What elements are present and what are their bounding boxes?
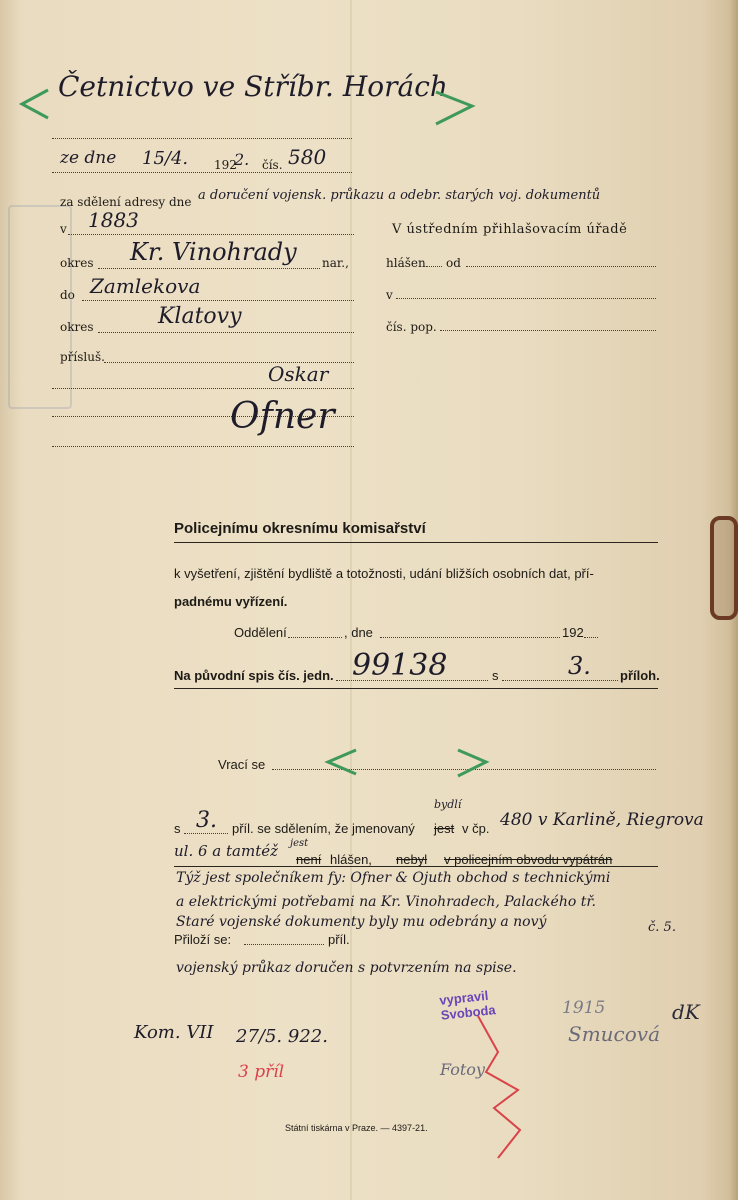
prislus-label: přísluš. — [60, 350, 105, 364]
okres1-label: okres — [60, 256, 94, 270]
printer-imprint: Státní tiskárna v Praze. — 4397-21. — [285, 1123, 428, 1133]
central-hlasen-label: hlášen — [386, 256, 426, 270]
green-chevron-right-icon — [432, 88, 478, 128]
prilozi-label: Přiloží se: — [174, 932, 232, 947]
note2-handwritten: a elektrickými potřebami na Kr. Vinohradech, Palackého tř. — [176, 894, 596, 910]
page-fold — [350, 0, 352, 1200]
oddeleni-label: Oddělení — [234, 625, 287, 640]
jest-handwritten: jest — [290, 838, 309, 849]
green-chevron-right-icon — [452, 746, 492, 780]
vraci-label: Vrací se — [218, 757, 266, 772]
jest-print-struck: jest — [434, 821, 455, 836]
pril-count-dotted-line — [184, 833, 228, 834]
central-od-label: od — [446, 256, 461, 270]
reply-line1-print: příl. se sdělením, že jmenovaný — [232, 821, 415, 836]
signature1-handwritten: Fotoy — [440, 1060, 485, 1079]
line2-handwritten: ul. 6 a tamtéž — [174, 842, 279, 860]
v-dotted-line — [68, 234, 354, 235]
address-request-label: za sdělení adresy dne — [60, 195, 192, 209]
address-request-handwritten: a doručení vojensk. průkazu a odebr. starých voj. dokumentů — [198, 188, 601, 203]
prilozi-dotted-line — [244, 944, 324, 945]
nent-print-struck: není — [296, 852, 322, 867]
note1-handwritten: Týž jest společníkem fy: Ofner & Ojuth obchod s technickými — [176, 870, 611, 886]
okres2-handwritten: Klatovy — [158, 304, 242, 329]
okres1-dotted-line — [98, 268, 320, 269]
date-dotted-line — [52, 172, 352, 173]
prilohy-dotted-line — [502, 680, 618, 681]
v-handwritten: 1883 — [88, 208, 139, 232]
year-prefix: 192 — [214, 158, 237, 172]
name-dotted-line-3 — [52, 446, 354, 447]
commissariat-text-1: k vyšetření, zjištění bydliště a totožnosti, udání bližších osobních dat, pří- — [174, 566, 594, 581]
red-note-handwritten: 3 příl — [238, 1062, 285, 1082]
name-dotted-line-1 — [52, 388, 354, 389]
address-handwritten: 480 v Karlině, Riegrova — [500, 810, 704, 830]
dne-label: , dne — [344, 625, 373, 640]
spis-label: Na původní spis čís. jedn. — [174, 668, 334, 683]
okres1-handwritten: Kr. Vinohrady — [130, 238, 297, 266]
line2-underline — [174, 866, 658, 867]
obvod-print-struck: v policejním obvodu vypátrán — [444, 852, 613, 867]
okres2-label: okres — [60, 320, 94, 334]
red-pencil-scribble — [468, 1012, 548, 1162]
do-handwritten: Zamlekova — [90, 274, 201, 298]
stamp-line-1: vypravil — [438, 987, 490, 1008]
green-chevron-left-icon — [14, 84, 54, 124]
cis-handwritten: 580 — [288, 145, 327, 169]
v-label: v — [60, 222, 67, 236]
oddeleni-dotted-line — [288, 637, 342, 638]
date-day-handwritten: 15/4. — [142, 148, 189, 169]
paper-clip — [710, 516, 738, 620]
spis-s-label: s — [492, 668, 499, 683]
central-office-title: V ústředním přihlašovacím úřadě — [392, 222, 628, 237]
bydli-handwritten: bydlí — [434, 798, 462, 811]
spis-underline — [174, 688, 658, 689]
nar-label: nar., — [322, 256, 349, 270]
cis-label: čís. — [262, 158, 283, 172]
dne-dotted-line — [380, 637, 560, 638]
year-dotted-line — [584, 637, 598, 638]
initials-handwritten: dK — [672, 1000, 700, 1024]
central-v-label: v — [386, 288, 393, 302]
kom-handwritten: Kom. VII — [134, 1022, 214, 1043]
v-cp-print: v čp. — [462, 821, 490, 836]
reply-s-label: s — [174, 821, 181, 836]
pril-count-handwritten: 3. — [196, 808, 217, 833]
hlasen-print: hlášen, — [330, 852, 372, 867]
do-dotted-line — [82, 300, 354, 301]
pril-label: příl. — [328, 932, 350, 947]
stamp-line-2: Svoboda — [440, 1002, 497, 1023]
year-label: 192 — [562, 625, 584, 640]
commissariat-title: Policejnímu okresnímu komisařství — [174, 520, 426, 537]
note3-handwritten: Staré vojenské dokumenty byly mu odebrány a nový — [176, 914, 547, 930]
name-last-handwritten: Ofner — [230, 396, 335, 437]
green-chevron-left-icon — [322, 746, 362, 778]
commissariat-title-line — [174, 542, 658, 543]
central-cis-pop-dotted-line — [440, 330, 656, 331]
pencil-number-handwritten: 1915 — [562, 998, 606, 1018]
ze-dne-handwritten: ze dne — [60, 148, 117, 168]
central-v-dotted-line — [396, 298, 656, 299]
note2-number-handwritten: č. 5. — [648, 920, 676, 935]
central-hlasen-dotted-line — [426, 266, 442, 267]
nebyl-print-struck: nebyl — [396, 852, 428, 867]
name-first-handwritten: Oskar — [268, 362, 329, 386]
gendarmerie-handwritten: Četnictvo ve Stříbr. Horách — [58, 70, 448, 103]
central-cis-pop-label: čís. pop. — [386, 320, 437, 334]
do-label: do — [60, 288, 75, 302]
central-od-dotted-line — [466, 266, 656, 267]
kom-date-handwritten: 27/5. 922. — [236, 1026, 328, 1047]
priloh-label: příloh. — [620, 668, 660, 683]
signature2-handwritten: Smucová — [568, 1022, 661, 1046]
okres2-dotted-line — [98, 332, 354, 333]
spis-handwritten: 99138 — [352, 648, 448, 683]
header-dotted-line — [52, 138, 352, 139]
commissariat-text-2: padnému vyřízení. — [174, 594, 288, 609]
note4-handwritten: vojenský průkaz doručen s potvrzením na spise. — [176, 960, 517, 976]
year-handwritten: 2. — [234, 150, 250, 169]
prilohy-handwritten: 3. — [568, 652, 591, 680]
